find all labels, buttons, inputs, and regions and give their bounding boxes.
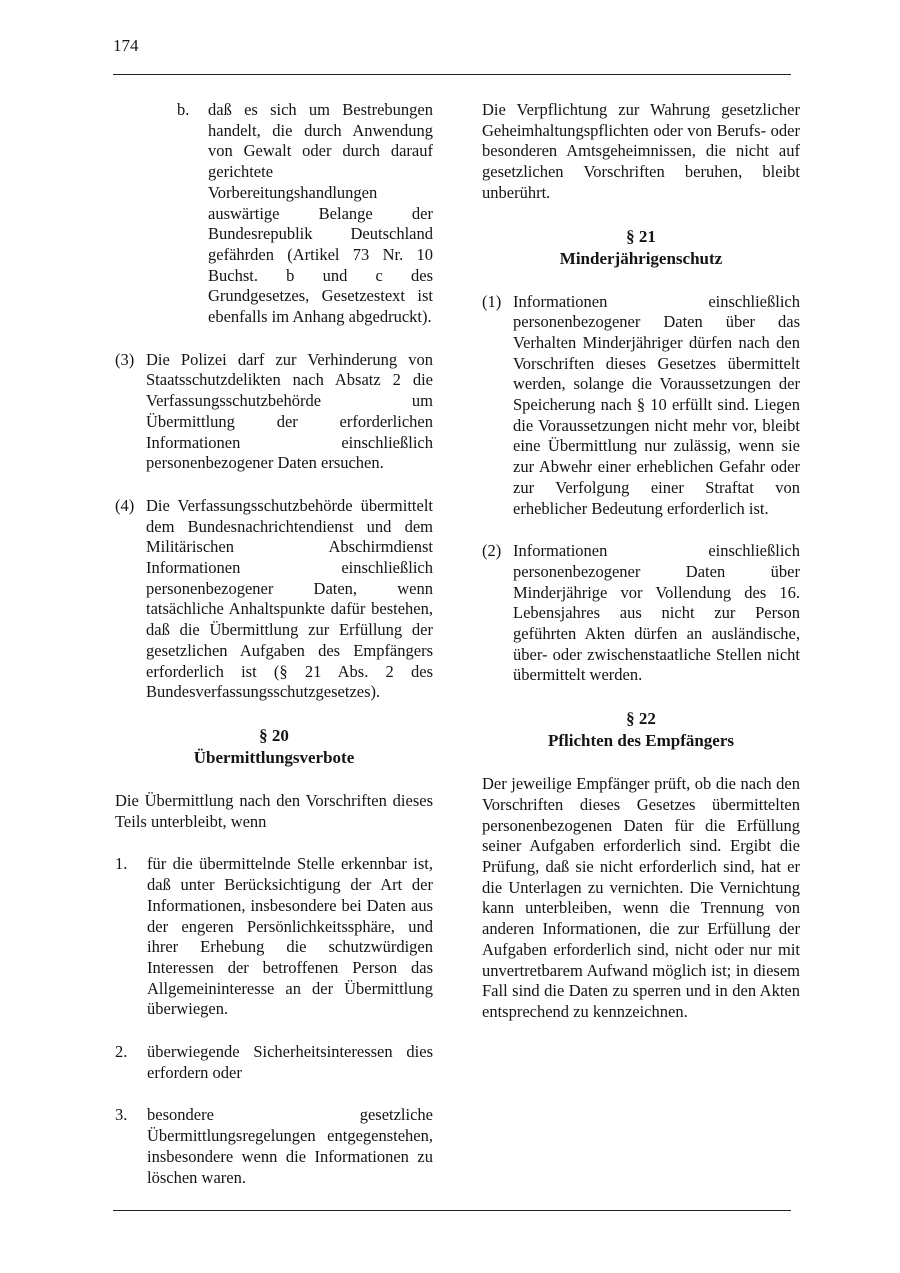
paragraph-text: Die Verfassungsschutzbehörde übermittelt dem Bundesnachrichtendienst und dem Militärischen Abschirmdienst Informationen einschließlich personenbezogener Daten, wenn tatsächliche Anhaltspunkte dafür bestehen, daß die Übermittlung zur Erfüllung der gesetzlichen Aufgaben des Empfängers erforderlich ist (§ 21 Abs. 2 des Bundesverfassungsschutzgesetzes). bbox=[146, 495, 433, 702]
list-marker: 1. bbox=[115, 854, 128, 874]
list-item bbox=[115, 1105, 433, 1188]
header-rule bbox=[113, 74, 791, 75]
section-21-heading bbox=[482, 226, 800, 270]
footer-rule bbox=[113, 1210, 791, 1211]
item-marker: b. bbox=[177, 100, 190, 119]
section-20-intro: Die Übermittlung nach den Vorschriften dieses Teils unterbleibt, wenn bbox=[115, 790, 433, 831]
paragraph-marker: (1) bbox=[482, 291, 502, 311]
left-column bbox=[115, 100, 433, 1210]
paragraph-4 bbox=[115, 496, 433, 703]
paragraph-text: Informationen einschließlich personenbezogener Daten über Minderjährige vor Vollendung des 16. Lebensjahres aus nicht zur Person geführten Akten dürfen an ausländische, über- oder zwischenstaatliche Stellen nicht übermittelt werden. bbox=[513, 541, 800, 685]
list-text: überwiegende Sicherheitsinteressen dies erfordern oder bbox=[147, 1042, 433, 1082]
section-title: Pflichten des Empfängers bbox=[547, 731, 735, 751]
paragraph-3 bbox=[115, 350, 433, 474]
section-number: § 20 bbox=[259, 725, 289, 745]
paragraph-2 bbox=[482, 541, 800, 686]
paragraph-1 bbox=[482, 292, 800, 520]
page-number: 174 bbox=[113, 36, 139, 55]
list-item-b bbox=[177, 100, 433, 328]
section-title: Übermittlungsverbote bbox=[193, 747, 355, 767]
list-marker: 3. bbox=[115, 1105, 128, 1125]
list-marker: 2. bbox=[115, 1042, 128, 1062]
paragraph-marker: (3) bbox=[115, 349, 135, 369]
list-text: für die übermittelnde Stelle erkennbar ist, daß unter Berücksichtigung der Art der Informationen, insbesondere bei Daten aus der engeren Persönlichkeitssphäre, und ihrer Erhebung die schutzwürdigen Interessen der betroffenen Person das Allgemeininteresse an der Übermittlung überwiegen. bbox=[147, 854, 433, 1019]
continuation-paragraph: Die Verpflichtung zur Wahrung gesetzlicher Geheimhaltungspflichten oder von Berufs- oder besonderen Amtsgeheimnissen, die nicht auf gesetzlichen Vorschriften beruhen, bleibt unberührt. bbox=[482, 100, 800, 202]
list-item bbox=[115, 1042, 433, 1083]
section-22-text: Der jeweilige Empfänger prüft, ob die nach den Vorschriften dieses Gesetzes übermittelten personenbezogenen Daten für die Erfüllung seiner Aufgaben erforderlich sind. Ergibt die Prüfung, daß sie nicht erforderlich sind, hat er die Unterlagen zu vernichten. Die Vernichtung kann unterbleiben, wenn die Trennung von anderen Informationen, die zur Erfüllung der Aufgaben erforderlich sind, nicht oder nur mit unvertretbarem Aufwand möglich ist; in diesem Fall sind die Daten zu sperren und in den Akten entsprechend zu kennzeichnen. bbox=[482, 774, 800, 1021]
list-item bbox=[115, 854, 433, 1020]
section-number: § 21 bbox=[626, 226, 656, 246]
paragraph-marker: (2) bbox=[482, 541, 502, 561]
paragraph-text: Die Polizei darf zur Verhinderung von Staatsschutzdelikten nach Absatz 2 die Verfassungsschutzbehörde um Übermittlung der erforderlichen Informationen einschließlich personenbezogener Daten ersuchen. bbox=[146, 349, 433, 473]
section-number: § 22 bbox=[626, 709, 656, 729]
section-20-heading bbox=[115, 725, 433, 769]
section-title: Minderjährigenschutz bbox=[559, 248, 723, 268]
paragraph-text: Informationen einschließlich personenbezogener Daten über das Verhalten Minderjähriger dürfen nach den Vorschriften dieses Gesetzes übermittelt werden, solange die Voraussetzungen der Speicherung nach § 10 erfüllt sind. Liegen die Voraussetzungen nicht mehr vor, bleibt eine Übermittlung nur zulässig, wenn sie zur Abwehr einer erheblichen Gefahr oder zur Verfolgung einer Straftat von erheblicher Bedeutung erforderlich ist. bbox=[513, 291, 800, 518]
right-column bbox=[482, 100, 800, 1045]
item-text: daß es sich um Bestrebungen handelt, die durch Anwendung von Gewalt oder durch darauf gerichtete Vorbereitungshandlungen auswärtige Belange der Bundesrepublik Deutschland gefährden (Artikel 73 Nr. 10 Buchst. b und c des Grundgesetzes, Gesetzestext ist ebenfalls im Anhang abgedruckt). bbox=[208, 100, 433, 327]
section-22-heading bbox=[482, 708, 800, 752]
paragraph-marker: (4) bbox=[115, 495, 135, 515]
list-text: besondere gesetzliche Übermittlungsregelungen entgegenstehen, insbesondere wenn die Informationen zu löschen waren. bbox=[147, 1105, 433, 1187]
